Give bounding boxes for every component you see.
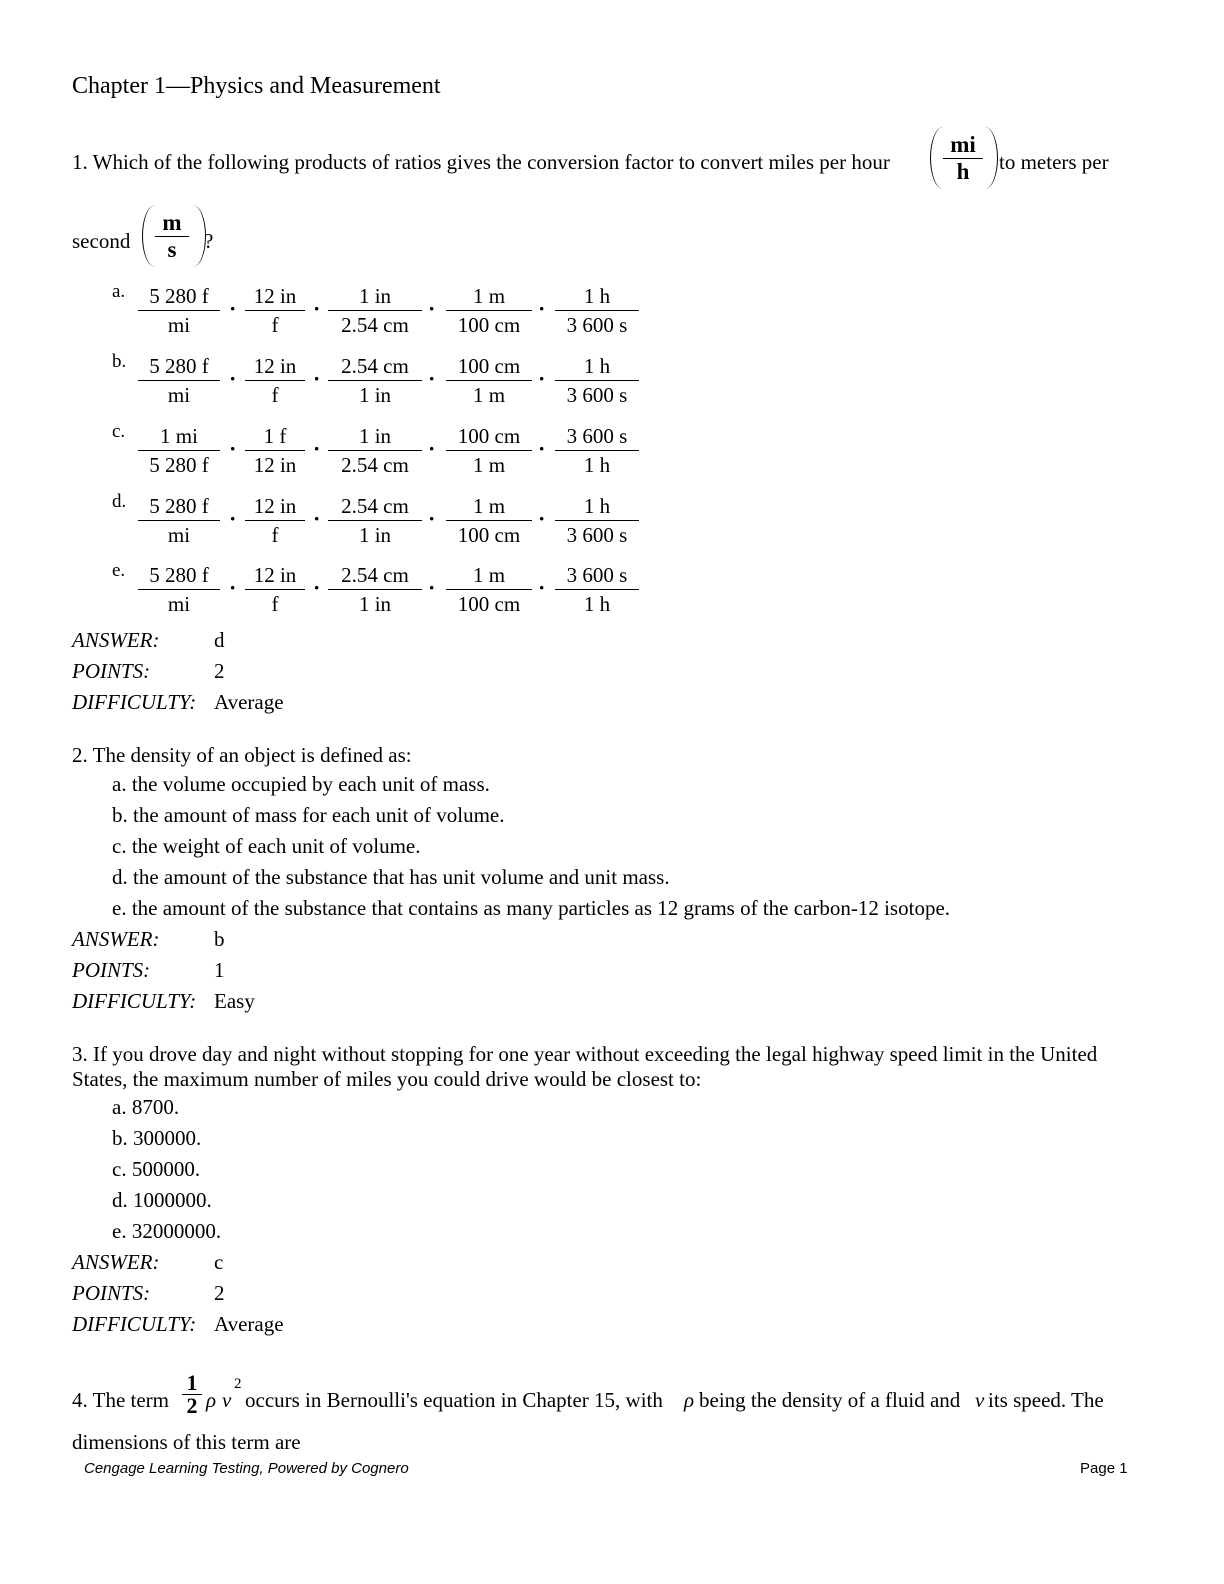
fraction-denominator: f bbox=[271, 592, 279, 616]
fraction-numerator: 1 m bbox=[446, 562, 532, 590]
q1-option-fraction bbox=[328, 493, 422, 549]
q1-option-fraction bbox=[555, 423, 639, 479]
fraction-numerator: 12 in bbox=[245, 353, 305, 381]
q1-difficulty-label: DIFFICULTY: bbox=[72, 690, 197, 714]
q1-option-fraction bbox=[446, 562, 532, 618]
q3-stem-line2: States, the maximum number of miles you could drive would be closest to: bbox=[72, 1067, 702, 1091]
fraction-denominator: 2.54 cm bbox=[341, 453, 409, 477]
fraction-numerator: 2.54 cm bbox=[328, 493, 422, 521]
multiplication-dot: · bbox=[428, 296, 436, 321]
q1-option-fraction bbox=[138, 283, 220, 339]
fraction-numerator: 5 280 f bbox=[138, 493, 220, 521]
fraction-numerator: 100 cm bbox=[446, 353, 532, 381]
q1-option-fraction bbox=[138, 493, 220, 549]
footer-page-number: Page 1 bbox=[1080, 1460, 1128, 1477]
q3-stem-line1: 3. If you drove day and night without stopping for one year without exceeding the legal highway speed limit in the United bbox=[72, 1042, 1098, 1066]
q1-option-label: b. bbox=[112, 351, 127, 372]
q3-answer-label: ANSWER: bbox=[72, 1250, 160, 1274]
multiplication-dot: · bbox=[229, 366, 237, 391]
q4-half-fraction bbox=[182, 1372, 202, 1417]
q4-half-num: 1 bbox=[182, 1372, 202, 1395]
q3-choice-e: e. 32000000. bbox=[112, 1219, 222, 1243]
multiplication-dot: · bbox=[428, 436, 436, 461]
q1-option-label: e. bbox=[112, 560, 126, 581]
fraction-denominator: 1 in bbox=[358, 523, 392, 547]
q4-stem-middle: occurs in Bernoulli's equation in Chapter 15, with bbox=[245, 1388, 663, 1412]
q2-choice-d: d. the amount of the substance that has unit volume and unit mass. bbox=[112, 865, 670, 889]
q1-difficulty-value: Average bbox=[214, 690, 284, 714]
fraction-numerator: 12 in bbox=[245, 493, 305, 521]
q1-option-label: a. bbox=[112, 281, 126, 302]
q1-points-value: 2 bbox=[214, 659, 225, 683]
q1-option-fraction bbox=[328, 562, 422, 618]
q1-option-label: c. bbox=[112, 421, 126, 442]
q1-option-label: d. bbox=[112, 491, 127, 512]
fraction-numerator: 1 h bbox=[555, 283, 639, 311]
q1-unit-mps bbox=[155, 210, 189, 263]
q1-option-fraction bbox=[446, 283, 532, 339]
q4-stem-line2: dimensions of this term are bbox=[72, 1430, 301, 1454]
multiplication-dot: · bbox=[538, 575, 546, 600]
fraction-denominator: 2.54 cm bbox=[341, 313, 409, 337]
fraction-denominator: 1 h bbox=[583, 592, 611, 616]
multiplication-dot: · bbox=[428, 506, 436, 531]
multiplication-dot: · bbox=[313, 575, 321, 600]
q4-stem-end: its speed. The bbox=[988, 1388, 1104, 1412]
q2-points-label: POINTS: bbox=[72, 958, 151, 982]
q2-choice-e: e. the amount of the substance that contains as many particles as 12 grams of the carbon-12 isotope. bbox=[112, 896, 951, 920]
q1-stem-line2: second bbox=[72, 229, 131, 253]
q2-choice-a: a. the volume occupied by each unit of mass. bbox=[112, 772, 490, 796]
fraction-denominator: 12 in bbox=[253, 453, 297, 477]
fraction-numerator: 1 in bbox=[328, 423, 422, 451]
q4-v-symbol: v bbox=[975, 1388, 985, 1412]
fraction-numerator: 5 280 f bbox=[138, 283, 220, 311]
fraction-denominator: 3 600 s bbox=[566, 523, 628, 547]
multiplication-dot: · bbox=[313, 366, 321, 391]
q4-stem-density: being the density of a fluid and bbox=[699, 1388, 961, 1412]
fraction-denominator: f bbox=[271, 383, 279, 407]
q2-answer-label: ANSWER: bbox=[72, 927, 160, 951]
q3-choice-b: b. 300000. bbox=[112, 1126, 202, 1150]
fraction-denominator: 1 h bbox=[583, 453, 611, 477]
fraction-numerator: 2.54 cm bbox=[328, 562, 422, 590]
q1-option-fraction bbox=[555, 283, 639, 339]
q1-option-fraction bbox=[245, 562, 305, 618]
fraction-denominator: 1 in bbox=[358, 383, 392, 407]
q1-option-fraction bbox=[555, 562, 639, 618]
q1-option-fraction bbox=[245, 283, 305, 339]
fraction-numerator: 1 in bbox=[328, 283, 422, 311]
fraction-denominator: 1 m bbox=[472, 453, 506, 477]
fraction-denominator: 3 600 s bbox=[566, 313, 628, 337]
multiplication-dot: · bbox=[538, 366, 546, 391]
q2-points-value: 1 bbox=[214, 958, 225, 982]
q4-half-den: 2 bbox=[186, 1393, 198, 1418]
multiplication-dot: · bbox=[229, 296, 237, 321]
fraction-denominator: 1 in bbox=[358, 592, 392, 616]
fraction-denominator: mi bbox=[167, 313, 191, 337]
q2-difficulty-label: DIFFICULTY: bbox=[72, 989, 197, 1013]
q2-difficulty-value: Easy bbox=[214, 989, 255, 1013]
q1-option-fraction bbox=[245, 423, 305, 479]
multiplication-dot: · bbox=[538, 506, 546, 531]
q1-points-label: POINTS: bbox=[72, 659, 151, 683]
q4-term-rho: ρ bbox=[206, 1388, 217, 1412]
fraction-denominator: 100 cm bbox=[457, 313, 521, 337]
fraction-numerator: 5 280 f bbox=[138, 353, 220, 381]
fraction-numerator: 1 h bbox=[555, 353, 639, 381]
q1-unit-mps-num: m bbox=[155, 210, 189, 237]
multiplication-dot: · bbox=[229, 506, 237, 531]
multiplication-dot: · bbox=[428, 366, 436, 391]
fraction-numerator: 12 in bbox=[245, 562, 305, 590]
q1-stem-line1: 1. Which of the following products of ratios gives the conversion factor to convert miles per hour bbox=[72, 150, 890, 174]
footer-publisher: Cengage Learning Testing, Powered by Cognero bbox=[84, 1460, 409, 1477]
fraction-denominator: f bbox=[271, 313, 279, 337]
multiplication-dot: · bbox=[313, 436, 321, 461]
q2-answer-value: b bbox=[214, 927, 225, 951]
q3-choice-d: d. 1000000. bbox=[112, 1188, 212, 1212]
q1-option-fraction bbox=[138, 423, 220, 479]
q1-option-fraction bbox=[328, 283, 422, 339]
q1-stem-qmark: ? bbox=[204, 229, 214, 253]
q1-option-fraction bbox=[555, 493, 639, 549]
multiplication-dot: · bbox=[538, 296, 546, 321]
q3-points-value: 2 bbox=[214, 1281, 225, 1305]
q1-unit-mph bbox=[943, 132, 983, 185]
q2-choice-c: c. the weight of each unit of volume. bbox=[112, 834, 421, 858]
q3-difficulty-label: DIFFICULTY: bbox=[72, 1312, 197, 1336]
q1-option-fraction bbox=[245, 493, 305, 549]
q1-stem-line1-end: to meters per bbox=[999, 150, 1109, 174]
q1-answer-label: ANSWER: bbox=[72, 628, 160, 652]
multiplication-dot: · bbox=[428, 575, 436, 600]
q1-option-fraction bbox=[245, 353, 305, 409]
q1-option-fraction bbox=[446, 493, 532, 549]
q1-option-fraction bbox=[138, 353, 220, 409]
multiplication-dot: · bbox=[229, 575, 237, 600]
q1-answer-value: d bbox=[214, 628, 225, 652]
q1-unit-mph-den: h bbox=[956, 159, 970, 184]
fraction-numerator: 1 m bbox=[446, 493, 532, 521]
chapter-title: Chapter 1—Physics and Measurement bbox=[72, 73, 441, 99]
q4-term-square: 2 bbox=[234, 1376, 242, 1392]
fraction-numerator: 2.54 cm bbox=[328, 353, 422, 381]
q1-option-fraction bbox=[328, 353, 422, 409]
q3-points-label: POINTS: bbox=[72, 1281, 151, 1305]
q4-rho-symbol: ρ bbox=[684, 1388, 695, 1412]
multiplication-dot: · bbox=[538, 436, 546, 461]
q1-option-fraction bbox=[446, 423, 532, 479]
fraction-numerator: 3 600 s bbox=[555, 423, 639, 451]
q3-difficulty-value: Average bbox=[214, 1312, 284, 1336]
q1-option-fraction bbox=[446, 353, 532, 409]
fraction-denominator: 5 280 f bbox=[149, 453, 209, 477]
q3-choice-c: c. 500000. bbox=[112, 1157, 201, 1181]
q1-option-fraction bbox=[328, 423, 422, 479]
fraction-numerator: 100 cm bbox=[446, 423, 532, 451]
fraction-denominator: 3 600 s bbox=[566, 383, 628, 407]
q2-stem: 2. The density of an object is defined as: bbox=[72, 743, 412, 767]
fraction-denominator: mi bbox=[167, 592, 191, 616]
q4-stem-start: 4. The term bbox=[72, 1388, 170, 1412]
fraction-denominator: 1 m bbox=[472, 383, 506, 407]
multiplication-dot: · bbox=[313, 506, 321, 531]
fraction-denominator: mi bbox=[167, 383, 191, 407]
fraction-numerator: 5 280 f bbox=[138, 562, 220, 590]
fraction-numerator: 12 in bbox=[245, 283, 305, 311]
fraction-denominator: f bbox=[271, 523, 279, 547]
fraction-numerator: 1 m bbox=[446, 283, 532, 311]
fraction-numerator: 3 600 s bbox=[555, 562, 639, 590]
q3-answer-value: c bbox=[214, 1250, 224, 1274]
q1-option-fraction bbox=[555, 353, 639, 409]
fraction-numerator: 1 f bbox=[245, 423, 305, 451]
fraction-numerator: 1 mi bbox=[138, 423, 220, 451]
q3-choice-a: a. 8700. bbox=[112, 1095, 180, 1119]
q2-choice-b: b. the amount of mass for each unit of volume. bbox=[112, 803, 505, 827]
fraction-denominator: 100 cm bbox=[457, 523, 521, 547]
multiplication-dot: · bbox=[229, 436, 237, 461]
q1-unit-mph-num: mi bbox=[943, 132, 983, 159]
fraction-numerator: 1 h bbox=[555, 493, 639, 521]
fraction-denominator: 100 cm bbox=[457, 592, 521, 616]
q4-term-v: v bbox=[222, 1388, 232, 1412]
multiplication-dot: · bbox=[313, 296, 321, 321]
fraction-denominator: mi bbox=[167, 523, 191, 547]
q1-unit-mps-den: s bbox=[167, 237, 177, 262]
q1-option-fraction bbox=[138, 562, 220, 618]
